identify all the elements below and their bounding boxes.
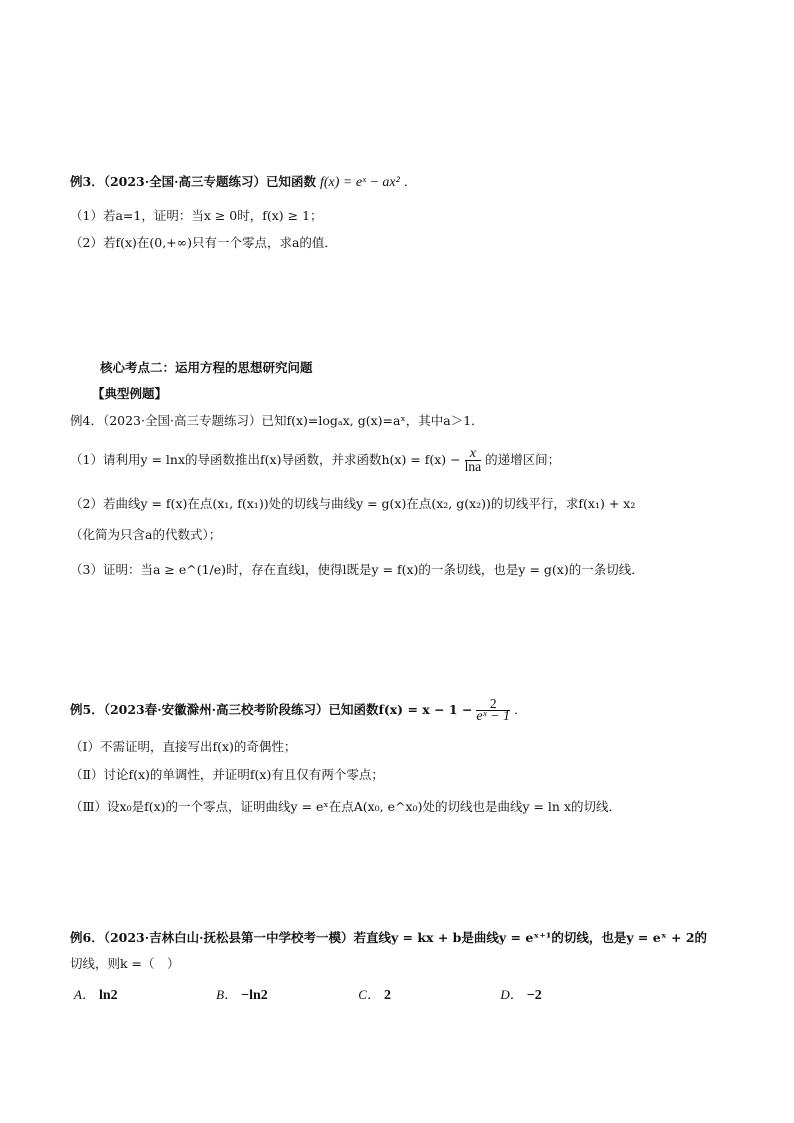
ex5-denominator: eˣ − 1 <box>476 709 511 724</box>
option-b[interactable] <box>216 984 354 1004</box>
ex4-q2: （2）若曲线y = f(x)在点(x₁, f(x₁))处的切线与曲线y = g(x)在点(x₂, g(x₂))的切线平行，求f(x₁) + x₂ <box>70 496 636 511</box>
option-c-label: C． <box>358 987 380 1002</box>
ex4-q3: （3）证明：当a ≥ e^(1/e)时，存在直线l，使得l既是y = f(x)的一条切线，也是y = g(x)的一条切线． <box>70 562 644 577</box>
ex5-head-text: 例5．（2023春·安徽滁州·高三校考阶段练习）已知函数f(x) = x − 1 − <box>70 702 473 717</box>
ex4-q1-tail: 的递增区间； <box>485 452 561 467</box>
ex3-head <box>70 172 416 193</box>
ex3-q1: （1）若a=1，证明：当x ≥ 0时，f(x) ≥ 1； <box>70 208 323 223</box>
option-a-value: ln2 <box>98 988 118 1003</box>
option-c[interactable] <box>358 984 496 1004</box>
ex4-q1-text: （1）请利用y = lnx的导函数推出f(x)导函数，并求函数h(x) = f(x) − <box>70 452 461 467</box>
option-b-label: B． <box>216 987 238 1002</box>
ex5-q1: （Ⅰ）不需证明，直接写出f(x)的奇偶性； <box>70 739 297 754</box>
ex3-end: ． <box>403 174 417 189</box>
option-a-label: A． <box>74 987 95 1002</box>
ex5-end: ． <box>514 702 527 717</box>
ex4-q1-fraction <box>465 448 482 473</box>
option-b-value: −ln2 <box>241 988 268 1003</box>
section-subtitle: 【典型例题】 <box>92 386 168 401</box>
ex5-fraction <box>476 698 510 723</box>
ex5-q2: （Ⅱ）讨论f(x)的单调性，并证明f(x)有且仅有两个零点； <box>70 767 384 782</box>
ex3-q2: （2）若f(x)在(0,+∞)只有一个零点，求a的值． <box>70 235 337 250</box>
ex3-formula: f(x) = eˣ − ax² <box>319 175 400 190</box>
ex4-q1-denominator: lna <box>464 459 482 474</box>
section-title: 核心考点二：运用方程的思想研究问题 <box>100 360 313 375</box>
option-d[interactable] <box>500 984 638 1004</box>
ex4-q1 <box>70 448 560 473</box>
ex3-head-text: 例3．（2023·全国·高三专题练习）已知函数 <box>70 174 316 189</box>
ex6-tail: 切线，则k =（ ） <box>70 956 180 971</box>
ex4-head: 例4．（2023·全国·高三专题练习）已知f(x)=logₐx, g(x)=aˣ，其中a＞1． <box>70 413 484 428</box>
option-d-value: −2 <box>526 988 542 1003</box>
ex5-head <box>70 698 527 723</box>
option-d-label: D． <box>500 987 523 1002</box>
ex6-head: 例6．（2023·吉林白山·抚松县第一中学校考一模）若直线y = kx + b是曲线y = eˣ⁺¹的切线，也是y = eˣ + 2的 <box>70 930 708 945</box>
ex5-numerator: 2 <box>476 698 510 711</box>
ex4-q1-numerator: x <box>465 448 482 461</box>
ex4-q2b: （化简为只含a的代数式）； <box>70 527 222 542</box>
ex6-options <box>74 984 638 1004</box>
option-c-value: 2 <box>383 988 391 1003</box>
option-a[interactable] <box>74 984 212 1004</box>
ex5-q3: （Ⅲ）设x₀是f(x)的一个零点，证明曲线y = eˣ在点A(x₀, e^x₀)处的切线也是曲线y = ln x的切线． <box>70 799 621 814</box>
